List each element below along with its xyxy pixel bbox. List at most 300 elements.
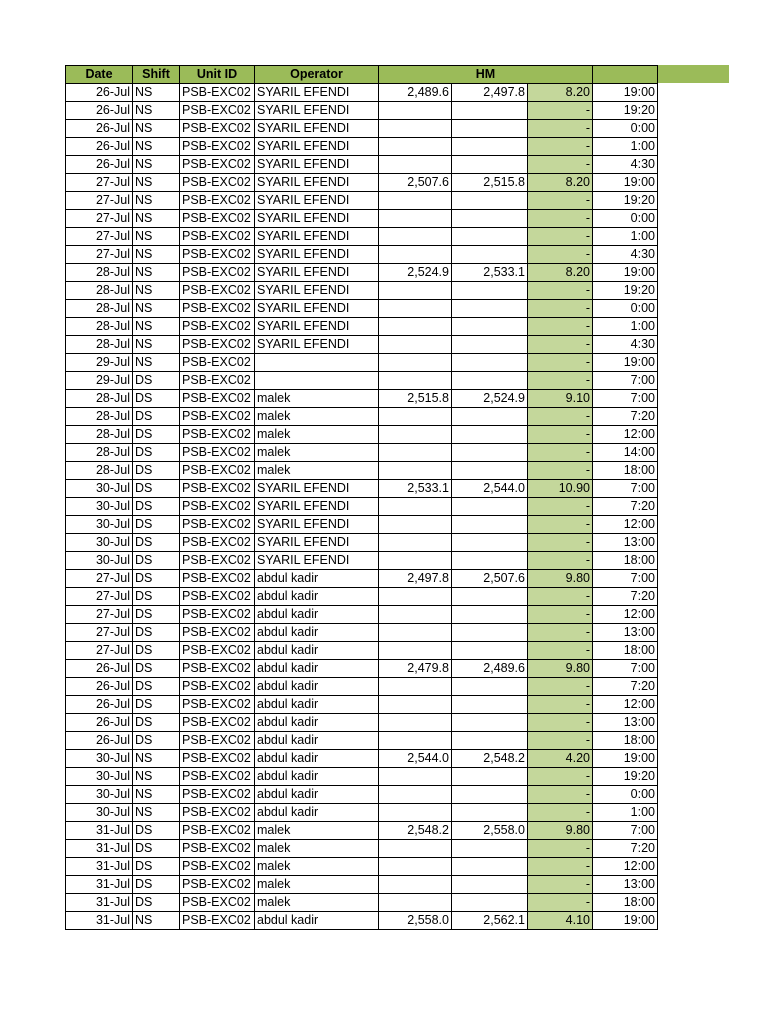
cell-time: 4:30: [593, 246, 658, 264]
cell-hm-diff: -: [528, 444, 593, 462]
cell-shift: DS: [133, 714, 180, 732]
cell-shift: NS: [133, 174, 180, 192]
cell-unit-id: PSB-EXC02: [180, 876, 255, 894]
cell-unit-id: PSB-EXC02: [180, 264, 255, 282]
table-row: [66, 858, 658, 876]
cell-operator: SYARIL EFENDI: [255, 156, 379, 174]
cell-shift: NS: [133, 102, 180, 120]
cell-hm-diff: -: [528, 210, 593, 228]
cell-operator: SYARIL EFENDI: [255, 210, 379, 228]
cell-unit-id: PSB-EXC02: [180, 462, 255, 480]
cell-hm-diff: -: [528, 606, 593, 624]
cell-shift: DS: [133, 534, 180, 552]
cell-date: 31-Jul: [66, 822, 133, 840]
hm-log-table: [65, 65, 658, 930]
cell-operator: abdul kadir: [255, 786, 379, 804]
cell-shift: NS: [133, 300, 180, 318]
cell-hm-start: [379, 552, 452, 570]
cell-shift: DS: [133, 876, 180, 894]
cell-hm-end: [452, 876, 528, 894]
cell-time: 12:00: [593, 516, 658, 534]
cell-hm-diff: -: [528, 498, 593, 516]
cell-hm-diff: -: [528, 624, 593, 642]
cell-hm-diff: 9.80: [528, 570, 593, 588]
cell-hm-diff: -: [528, 462, 593, 480]
cell-unit-id: PSB-EXC02: [180, 372, 255, 390]
cell-hm-diff: -: [528, 894, 593, 912]
cell-shift: DS: [133, 552, 180, 570]
cell-hm-end: [452, 426, 528, 444]
cell-operator: abdul kadir: [255, 732, 379, 750]
cell-operator: SYARIL EFENDI: [255, 120, 379, 138]
cell-unit-id: PSB-EXC02: [180, 300, 255, 318]
cell-hm-end: [452, 552, 528, 570]
cell-hm-diff: -: [528, 300, 593, 318]
cell-hm-start: [379, 606, 452, 624]
cell-hm-start: [379, 804, 452, 822]
cell-unit-id: PSB-EXC02: [180, 606, 255, 624]
cell-hm-diff: -: [528, 354, 593, 372]
cell-operator: SYARIL EFENDI: [255, 552, 379, 570]
cell-operator: abdul kadir: [255, 624, 379, 642]
spreadsheet: [65, 65, 658, 930]
cell-shift: DS: [133, 570, 180, 588]
table-row: [66, 732, 658, 750]
cell-shift: DS: [133, 588, 180, 606]
cell-unit-id: PSB-EXC02: [180, 192, 255, 210]
cell-hm-diff: 4.10: [528, 912, 593, 930]
table-row: [66, 462, 658, 480]
cell-operator: SYARIL EFENDI: [255, 282, 379, 300]
cell-date: 30-Jul: [66, 516, 133, 534]
cell-date: 28-Jul: [66, 336, 133, 354]
cell-operator: [255, 354, 379, 372]
cell-hm-end: [452, 210, 528, 228]
cell-hm-start: [379, 624, 452, 642]
cell-hm-start: [379, 426, 452, 444]
cell-hm-diff: -: [528, 156, 593, 174]
cell-operator: malek: [255, 858, 379, 876]
cell-date: 28-Jul: [66, 282, 133, 300]
cell-time: 7:00: [593, 660, 658, 678]
cell-operator: SYARIL EFENDI: [255, 498, 379, 516]
cell-operator: malek: [255, 876, 379, 894]
header-date: Date: [66, 66, 133, 84]
cell-hm-diff: 8.20: [528, 264, 593, 282]
cell-hm-diff: -: [528, 516, 593, 534]
cell-hm-start: [379, 192, 452, 210]
cell-date: 31-Jul: [66, 858, 133, 876]
cell-date: 31-Jul: [66, 840, 133, 858]
cell-hm-start: [379, 588, 452, 606]
table-row: [66, 768, 658, 786]
table-row: [66, 390, 658, 408]
cell-operator: abdul kadir: [255, 912, 379, 930]
cell-hm-diff: 9.80: [528, 660, 593, 678]
header-row: [66, 66, 658, 84]
cell-hm-diff: -: [528, 102, 593, 120]
table-row: [66, 876, 658, 894]
cell-shift: NS: [133, 354, 180, 372]
cell-date: 26-Jul: [66, 102, 133, 120]
table-row: [66, 534, 658, 552]
cell-shift: DS: [133, 660, 180, 678]
table-row: [66, 354, 658, 372]
cell-hm-start: [379, 408, 452, 426]
table-row: [66, 516, 658, 534]
cell-operator: SYARIL EFENDI: [255, 516, 379, 534]
cell-unit-id: PSB-EXC02: [180, 408, 255, 426]
table-row: [66, 246, 658, 264]
cell-shift: NS: [133, 336, 180, 354]
cell-time: 13:00: [593, 876, 658, 894]
cell-operator: malek: [255, 840, 379, 858]
cell-hm-end: [452, 156, 528, 174]
cell-hm-end: [452, 624, 528, 642]
cell-hm-diff: -: [528, 696, 593, 714]
cell-hm-diff: -: [528, 642, 593, 660]
cell-time: 13:00: [593, 534, 658, 552]
cell-hm-diff: 10.90: [528, 480, 593, 498]
cell-date: 30-Jul: [66, 786, 133, 804]
cell-operator: abdul kadir: [255, 750, 379, 768]
cell-hm-end: [452, 894, 528, 912]
cell-hm-diff: -: [528, 840, 593, 858]
header-band-extension: [657, 65, 729, 83]
cell-hm-end: 2,558.0: [452, 822, 528, 840]
cell-hm-start: [379, 318, 452, 336]
cell-hm-end: [452, 300, 528, 318]
cell-operator: malek: [255, 408, 379, 426]
cell-time: 19:00: [593, 912, 658, 930]
cell-time: 12:00: [593, 858, 658, 876]
cell-shift: NS: [133, 246, 180, 264]
cell-shift: DS: [133, 696, 180, 714]
table-row: [66, 588, 658, 606]
cell-time: 7:00: [593, 570, 658, 588]
cell-hm-end: [452, 606, 528, 624]
cell-hm-start: 2,515.8: [379, 390, 452, 408]
table-row: [66, 624, 658, 642]
table-row: [66, 102, 658, 120]
cell-hm-start: 2,479.8: [379, 660, 452, 678]
cell-hm-start: [379, 786, 452, 804]
table-row: [66, 498, 658, 516]
cell-hm-start: [379, 858, 452, 876]
cell-date: 30-Jul: [66, 534, 133, 552]
cell-operator: abdul kadir: [255, 588, 379, 606]
cell-date: 27-Jul: [66, 642, 133, 660]
cell-hm-diff: -: [528, 876, 593, 894]
cell-operator: malek: [255, 426, 379, 444]
cell-operator: SYARIL EFENDI: [255, 138, 379, 156]
cell-hm-end: 2,562.1: [452, 912, 528, 930]
cell-operator: SYARIL EFENDI: [255, 174, 379, 192]
table-row: [66, 318, 658, 336]
table-row: [66, 84, 658, 102]
cell-hm-diff: -: [528, 408, 593, 426]
cell-time: 1:00: [593, 138, 658, 156]
cell-hm-start: [379, 282, 452, 300]
cell-time: 13:00: [593, 714, 658, 732]
cell-hm-start: [379, 246, 452, 264]
cell-operator: SYARIL EFENDI: [255, 318, 379, 336]
cell-unit-id: PSB-EXC02: [180, 858, 255, 876]
cell-hm-end: [452, 498, 528, 516]
cell-unit-id: PSB-EXC02: [180, 318, 255, 336]
table-row: [66, 480, 658, 498]
cell-unit-id: PSB-EXC02: [180, 696, 255, 714]
cell-date: 28-Jul: [66, 318, 133, 336]
cell-hm-end: [452, 336, 528, 354]
cell-hm-diff: -: [528, 372, 593, 390]
cell-unit-id: PSB-EXC02: [180, 84, 255, 102]
cell-hm-end: [452, 858, 528, 876]
table-row: [66, 336, 658, 354]
cell-time: 19:20: [593, 102, 658, 120]
cell-hm-end: [452, 534, 528, 552]
cell-hm-start: [379, 210, 452, 228]
cell-hm-diff: -: [528, 858, 593, 876]
cell-date: 26-Jul: [66, 732, 133, 750]
cell-date: 28-Jul: [66, 300, 133, 318]
cell-hm-start: [379, 894, 452, 912]
table-row: [66, 696, 658, 714]
cell-hm-start: [379, 354, 452, 372]
cell-time: 4:30: [593, 336, 658, 354]
table-row: [66, 606, 658, 624]
cell-date: 27-Jul: [66, 588, 133, 606]
cell-time: 7:20: [593, 678, 658, 696]
cell-unit-id: PSB-EXC02: [180, 138, 255, 156]
cell-time: 7:20: [593, 498, 658, 516]
cell-operator: SYARIL EFENDI: [255, 534, 379, 552]
cell-hm-start: 2,544.0: [379, 750, 452, 768]
cell-hm-diff: -: [528, 282, 593, 300]
table-row: [66, 894, 658, 912]
cell-operator: malek: [255, 444, 379, 462]
cell-unit-id: PSB-EXC02: [180, 390, 255, 408]
cell-operator: malek: [255, 462, 379, 480]
table-row: [66, 840, 658, 858]
cell-hm-start: [379, 300, 452, 318]
cell-unit-id: PSB-EXC02: [180, 660, 255, 678]
cell-unit-id: PSB-EXC02: [180, 822, 255, 840]
cell-hm-end: 2,489.6: [452, 660, 528, 678]
cell-unit-id: PSB-EXC02: [180, 768, 255, 786]
cell-shift: DS: [133, 822, 180, 840]
cell-time: 18:00: [593, 462, 658, 480]
cell-unit-id: PSB-EXC02: [180, 840, 255, 858]
cell-unit-id: PSB-EXC02: [180, 282, 255, 300]
cell-hm-diff: -: [528, 714, 593, 732]
cell-date: 30-Jul: [66, 768, 133, 786]
cell-time: 7:00: [593, 480, 658, 498]
cell-shift: NS: [133, 264, 180, 282]
cell-hm-start: [379, 336, 452, 354]
cell-operator: abdul kadir: [255, 642, 379, 660]
cell-operator: SYARIL EFENDI: [255, 336, 379, 354]
cell-operator: abdul kadir: [255, 804, 379, 822]
cell-hm-end: [452, 120, 528, 138]
cell-hm-diff: -: [528, 318, 593, 336]
cell-unit-id: PSB-EXC02: [180, 336, 255, 354]
cell-hm-end: [452, 354, 528, 372]
cell-time: 7:00: [593, 822, 658, 840]
cell-hm-end: 2,544.0: [452, 480, 528, 498]
cell-shift: NS: [133, 138, 180, 156]
cell-unit-id: PSB-EXC02: [180, 444, 255, 462]
cell-shift: NS: [133, 912, 180, 930]
cell-time: 18:00: [593, 894, 658, 912]
cell-unit-id: PSB-EXC02: [180, 732, 255, 750]
cell-hm-start: [379, 498, 452, 516]
cell-time: 13:00: [593, 624, 658, 642]
cell-hm-end: [452, 804, 528, 822]
cell-operator: malek: [255, 894, 379, 912]
cell-hm-start: [379, 138, 452, 156]
cell-shift: DS: [133, 858, 180, 876]
cell-hm-start: [379, 444, 452, 462]
cell-hm-start: [379, 102, 452, 120]
cell-hm-start: [379, 120, 452, 138]
cell-hm-start: 2,489.6: [379, 84, 452, 102]
cell-operator: SYARIL EFENDI: [255, 192, 379, 210]
cell-unit-id: PSB-EXC02: [180, 570, 255, 588]
cell-hm-diff: 8.20: [528, 84, 593, 102]
cell-hm-start: [379, 768, 452, 786]
cell-operator: abdul kadir: [255, 768, 379, 786]
cell-unit-id: PSB-EXC02: [180, 588, 255, 606]
cell-hm-diff: -: [528, 678, 593, 696]
cell-unit-id: PSB-EXC02: [180, 642, 255, 660]
cell-date: 26-Jul: [66, 660, 133, 678]
cell-unit-id: PSB-EXC02: [180, 516, 255, 534]
cell-hm-start: [379, 840, 452, 858]
cell-date: 26-Jul: [66, 156, 133, 174]
cell-shift: NS: [133, 228, 180, 246]
cell-hm-end: [452, 138, 528, 156]
cell-unit-id: PSB-EXC02: [180, 912, 255, 930]
cell-date: 31-Jul: [66, 912, 133, 930]
cell-time: 7:00: [593, 390, 658, 408]
cell-date: 26-Jul: [66, 120, 133, 138]
table-row: [66, 822, 658, 840]
cell-date: 28-Jul: [66, 390, 133, 408]
cell-hm-end: [452, 228, 528, 246]
cell-operator: SYARIL EFENDI: [255, 84, 379, 102]
cell-hm-end: 2,515.8: [452, 174, 528, 192]
cell-date: 30-Jul: [66, 498, 133, 516]
cell-hm-diff: -: [528, 804, 593, 822]
cell-time: 19:20: [593, 192, 658, 210]
cell-hm-diff: 9.80: [528, 822, 593, 840]
cell-date: 27-Jul: [66, 606, 133, 624]
cell-hm-diff: -: [528, 786, 593, 804]
cell-time: 7:20: [593, 840, 658, 858]
table-row: [66, 678, 658, 696]
cell-hm-end: [452, 588, 528, 606]
cell-shift: NS: [133, 804, 180, 822]
cell-date: 26-Jul: [66, 696, 133, 714]
cell-shift: NS: [133, 84, 180, 102]
table-row: [66, 210, 658, 228]
cell-unit-id: PSB-EXC02: [180, 156, 255, 174]
cell-date: 30-Jul: [66, 804, 133, 822]
cell-hm-end: [452, 246, 528, 264]
cell-date: 27-Jul: [66, 210, 133, 228]
cell-hm-end: [452, 642, 528, 660]
cell-time: 19:00: [593, 174, 658, 192]
cell-unit-id: PSB-EXC02: [180, 480, 255, 498]
cell-operator: malek: [255, 822, 379, 840]
cell-time: 18:00: [593, 732, 658, 750]
cell-operator: [255, 372, 379, 390]
cell-hm-start: 2,548.2: [379, 822, 452, 840]
cell-hm-end: [452, 444, 528, 462]
cell-operator: abdul kadir: [255, 714, 379, 732]
cell-hm-diff: -: [528, 228, 593, 246]
cell-date: 30-Jul: [66, 480, 133, 498]
cell-date: 26-Jul: [66, 714, 133, 732]
cell-hm-start: [379, 678, 452, 696]
cell-shift: DS: [133, 732, 180, 750]
cell-hm-end: [452, 372, 528, 390]
cell-operator: SYARIL EFENDI: [255, 480, 379, 498]
cell-unit-id: PSB-EXC02: [180, 786, 255, 804]
cell-hm-diff: -: [528, 732, 593, 750]
cell-operator: SYARIL EFENDI: [255, 102, 379, 120]
cell-shift: DS: [133, 606, 180, 624]
cell-date: 26-Jul: [66, 678, 133, 696]
cell-shift: NS: [133, 318, 180, 336]
cell-shift: DS: [133, 498, 180, 516]
header-hm: HM: [379, 66, 593, 84]
table-row: [66, 120, 658, 138]
cell-hm-end: [452, 768, 528, 786]
table-row: [66, 282, 658, 300]
cell-date: 30-Jul: [66, 552, 133, 570]
cell-time: 0:00: [593, 300, 658, 318]
header-time: [593, 66, 658, 84]
cell-date: 27-Jul: [66, 174, 133, 192]
cell-hm-end: [452, 714, 528, 732]
cell-time: 1:00: [593, 804, 658, 822]
cell-time: 1:00: [593, 228, 658, 246]
cell-hm-end: 2,533.1: [452, 264, 528, 282]
cell-hm-start: [379, 516, 452, 534]
cell-time: 19:20: [593, 768, 658, 786]
cell-hm-start: 2,558.0: [379, 912, 452, 930]
cell-hm-diff: 9.10: [528, 390, 593, 408]
table-row: [66, 570, 658, 588]
table-row: [66, 192, 658, 210]
header-shift: Shift: [133, 66, 180, 84]
cell-date: 26-Jul: [66, 84, 133, 102]
cell-hm-diff: -: [528, 246, 593, 264]
cell-unit-id: PSB-EXC02: [180, 426, 255, 444]
table-row: [66, 804, 658, 822]
cell-hm-start: [379, 156, 452, 174]
cell-date: 27-Jul: [66, 228, 133, 246]
cell-hm-end: [452, 732, 528, 750]
table-row: [66, 750, 658, 768]
cell-unit-id: PSB-EXC02: [180, 174, 255, 192]
cell-unit-id: PSB-EXC02: [180, 678, 255, 696]
cell-operator: malek: [255, 390, 379, 408]
table-row: [66, 426, 658, 444]
cell-date: 27-Jul: [66, 246, 133, 264]
